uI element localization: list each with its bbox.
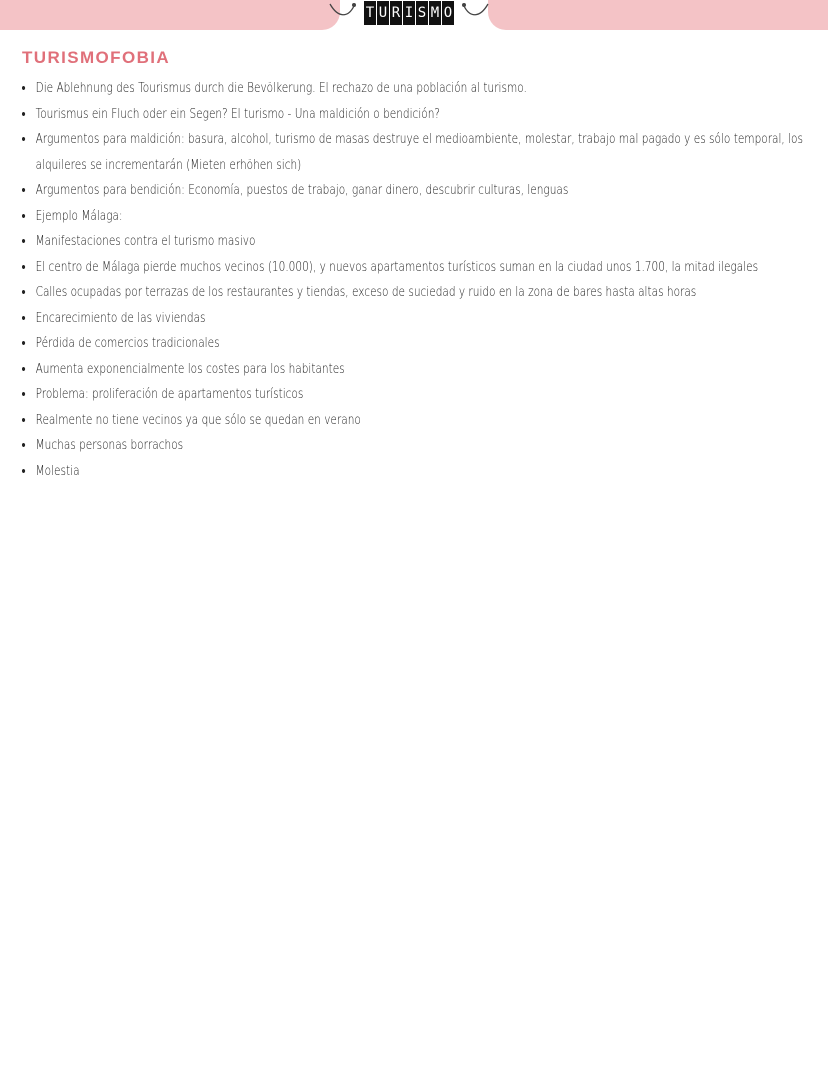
title-letter: U	[377, 1, 389, 25]
title-letters	[364, 1, 454, 25]
list-item: • Ejemplo Málaga:	[20, 204, 824, 230]
list-item: • Encarecimiento de las viviendas	[20, 306, 824, 332]
title-letter: S	[416, 1, 428, 25]
list-item: • Realmente no tiene vecinos ya que sólo se quedan en verano	[20, 408, 824, 434]
list-item: • Aumenta exponencialmente los costes para los habitantes	[20, 357, 824, 383]
header-band-left	[0, 0, 340, 30]
section-heading: TURISMOFOBIA	[22, 48, 171, 67]
list-item: • Molestia	[20, 459, 824, 485]
list-item: • Problema: proliferación de apartamentos turísticos	[20, 382, 824, 408]
list-item: • Muchas personas borrachos	[20, 433, 824, 459]
title-letter: O	[442, 1, 454, 25]
list-item: • Tourismus ein Fluch oder ein Segen? El turismo - Una maldición o bendición?	[20, 102, 824, 128]
header-band-right	[488, 0, 828, 30]
list-item: • El centro de Málaga pierde muchos vecinos (10.000), y nuevos apartamentos turísticos suman en la ciudad unos 1.700, la mitad ilegales	[20, 255, 824, 281]
list-item: • Die Ablehnung des Tourismus durch die Bevölkerung. El rechazo de una población al turismo.	[20, 76, 824, 102]
title-letter: T	[364, 1, 376, 25]
list-item: • Argumentos para bendición: Economía, puestos de trabajo, ganar dinero, descubrir culturas, lenguas	[20, 178, 824, 204]
page-title	[324, 0, 494, 34]
title-letter: R	[390, 1, 402, 25]
bullet-list	[20, 76, 810, 484]
title-letter: M	[429, 1, 441, 25]
list-item: • Calles ocupadas por terrazas de los restaurantes y tiendas, exceso de suciedad y ruido en la zona de bares hasta altas horas	[20, 280, 824, 306]
list-item: • Pérdida de comercios tradicionales	[20, 331, 824, 357]
title-letter: I	[403, 1, 415, 25]
list-item: • Manifestaciones contra el turismo masivo	[20, 229, 824, 255]
list-item: • Argumentos para maldición: basura, alcohol, turismo de masas destruye el medioambiente, molestar, trabajo mal pagado y es sólo temporal, los alquileres se incrementarán (Mieten erhöhen sich)	[20, 127, 824, 178]
